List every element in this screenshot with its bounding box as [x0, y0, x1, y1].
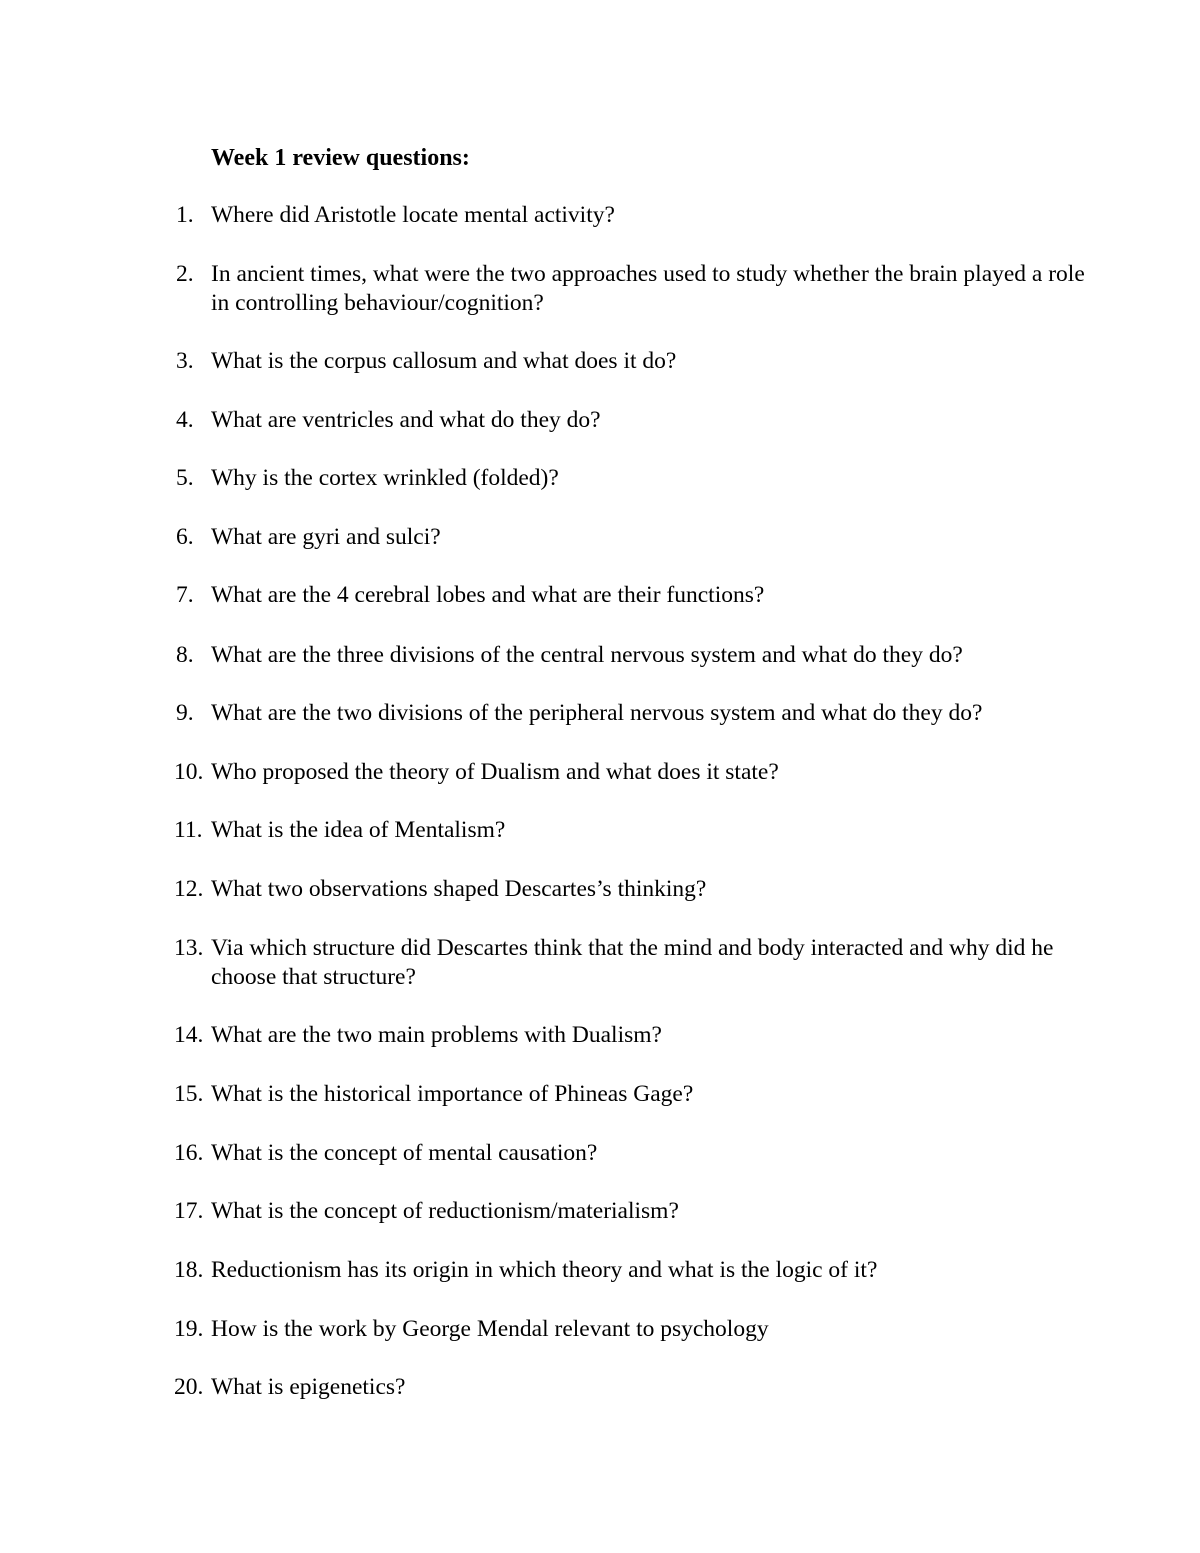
question-text: What is the concept of reductionism/materialism?	[211, 1198, 679, 1224]
question-number: 1.	[176, 202, 194, 228]
question-number: 10.	[174, 759, 204, 785]
question-text: What is epigenetics?	[211, 1374, 406, 1400]
question-text: What are the three divisions of the central nervous system and what do they do?	[211, 642, 963, 668]
question-number: 18.	[174, 1257, 204, 1283]
question-text: What are ventricles and what do they do?	[211, 407, 601, 433]
question-number: 8.	[176, 642, 194, 668]
question-text: What are the two main problems with Dualism?	[211, 1022, 662, 1048]
question-number: 16.	[174, 1140, 204, 1166]
question-number: 7.	[176, 582, 194, 608]
question-text: Where did Aristotle locate mental activity?	[211, 202, 615, 228]
question-text: Reductionism has its origin in which theory and what is the logic of it?	[211, 1257, 878, 1283]
question-text: Who proposed the theory of Dualism and what does it state?	[211, 759, 779, 785]
question-number: 19.	[174, 1316, 204, 1342]
question-number: 12.	[174, 876, 204, 902]
question-text: Why is the cortex wrinkled (folded)?	[211, 465, 559, 491]
question-number: 11.	[174, 817, 203, 843]
question-number: 17.	[174, 1198, 204, 1224]
question-number: 14.	[174, 1022, 204, 1048]
question-number: 2.	[176, 261, 194, 287]
question-text: In ancient times, what were the two approaches used to study whether the brain played a role in controlling behaviour/cognition?	[211, 261, 1085, 316]
question-text: What are the two divisions of the peripheral nervous system and what do they do?	[211, 700, 983, 726]
question-text: What two observations shaped Descartes’s thinking?	[211, 876, 707, 902]
question-text: What are gyri and sulci?	[211, 524, 441, 550]
question-text: What is the corpus callosum and what does it do?	[211, 348, 677, 374]
question-number: 20.	[174, 1374, 204, 1400]
page-title: Week 1 review questions:	[211, 145, 470, 171]
question-text: How is the work by George Mendal relevant to psychology	[211, 1316, 769, 1342]
question-number: 15.	[174, 1081, 204, 1107]
question-text: Via which structure did Descartes think that the mind and body interacted and why did he choose that structure?	[211, 935, 1054, 990]
question-text: What are the 4 cerebral lobes and what are their functions?	[211, 582, 765, 608]
question-number: 4.	[176, 407, 194, 433]
question-number: 9.	[176, 700, 194, 726]
question-number: 13.	[174, 935, 204, 961]
question-number: 3.	[176, 348, 194, 374]
question-number: 5.	[176, 465, 194, 491]
question-text: What is the idea of Mentalism?	[211, 817, 506, 843]
question-number: 6.	[176, 524, 194, 550]
question-text: What is the concept of mental causation?	[211, 1140, 598, 1166]
question-text: What is the historical importance of Phineas Gage?	[211, 1081, 694, 1107]
